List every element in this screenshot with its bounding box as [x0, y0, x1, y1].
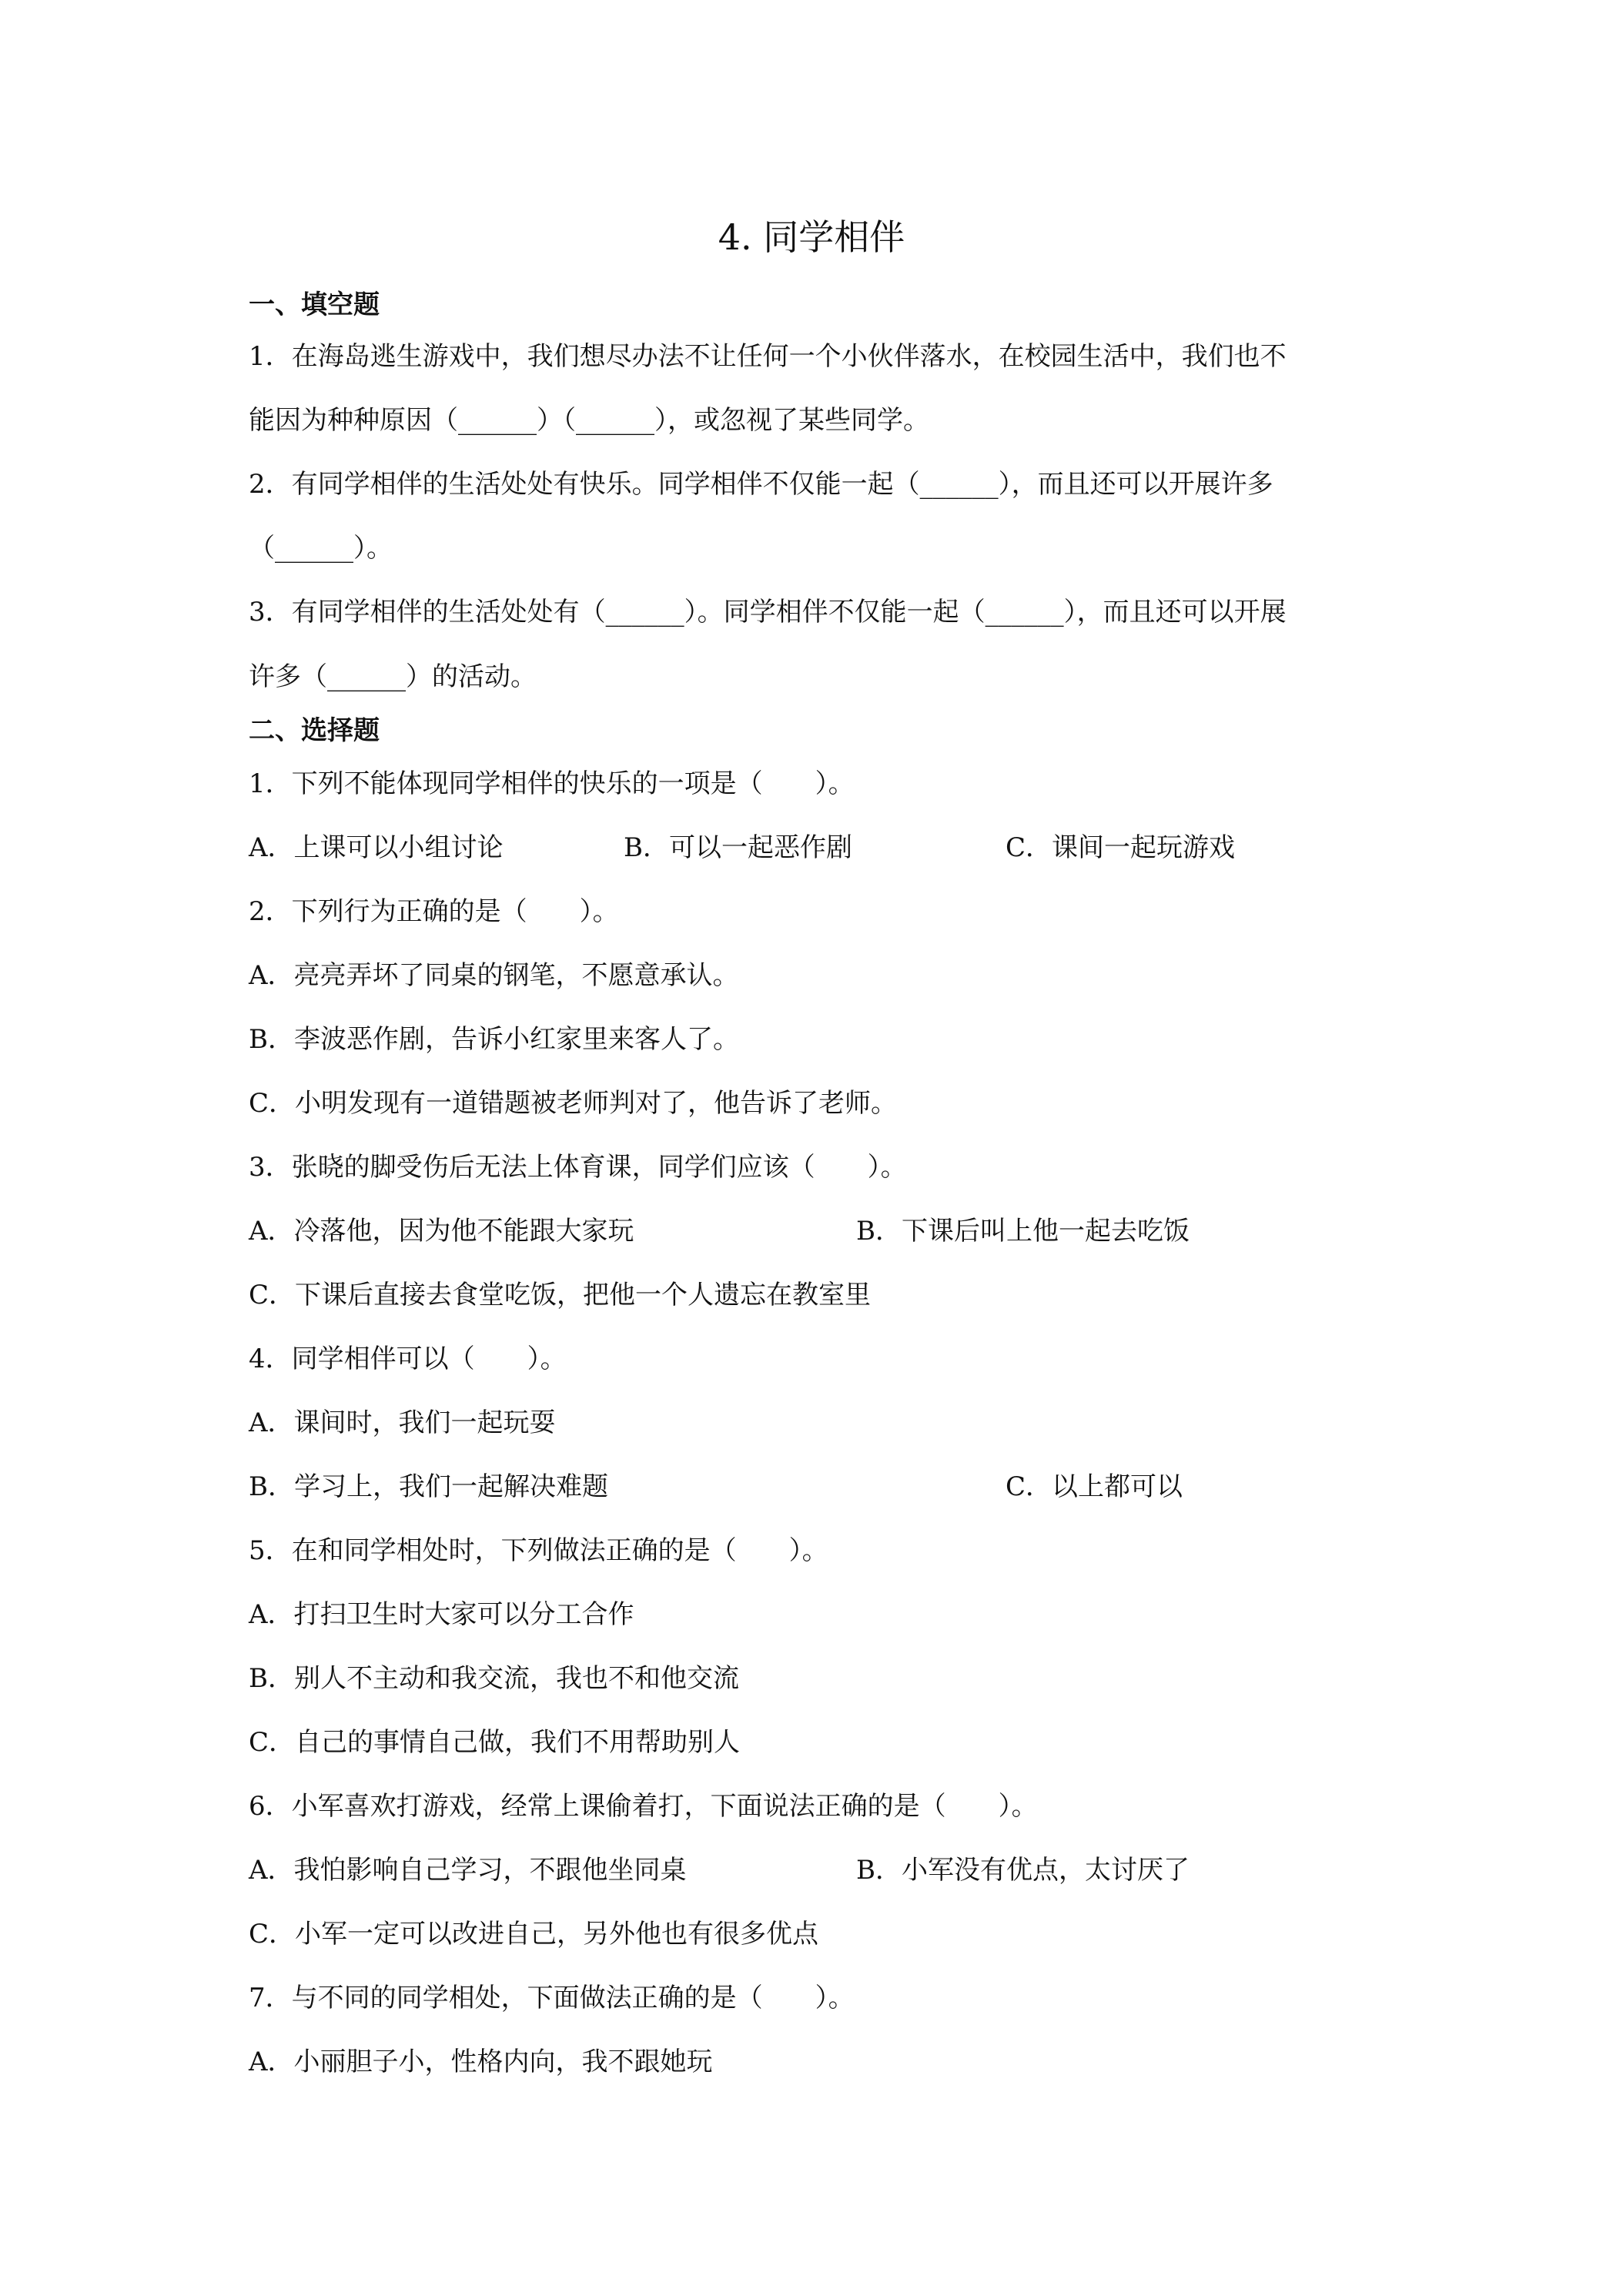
question-stem: 5．在和同学相处时，下列做法正确的是（ ）。	[249, 1535, 828, 1566]
answer-option: C．小军一定可以改进自己，另外他也有很多优点	[249, 1919, 819, 1950]
answer-option: B．可以一起恶作剧	[624, 832, 852, 863]
question-stem: 1．下列不能体现同学相伴的快乐的一项是（ ）。	[249, 768, 855, 799]
fill-blank-line: 2．有同学相伴的生活处处有快乐。同学相伴不仅能一起（______），而且还可以开展许多	[249, 469, 1273, 500]
answer-option: A．我怕影响自己学习，不跟他坐同桌	[249, 1855, 687, 1886]
answer-option: A．打扫卫生时大家可以分工合作	[249, 1599, 634, 1630]
fill-blank-line: 1．在海岛逃生游戏中，我们想尽办法不让任何一个小伙伴落水，在校园生活中，我们也不	[249, 341, 1287, 372]
section-heading-multiple-choice: 二、选择题	[249, 715, 380, 746]
answer-option: A．课间时，我们一起玩耍	[249, 1407, 556, 1438]
answer-option: B．李波恶作剧，告诉小红家里来客人了。	[249, 1024, 739, 1055]
fill-blank-line: （______）。	[249, 533, 393, 564]
question-stem: 4．同学相伴可以（ ）。	[249, 1344, 567, 1374]
answer-option: C．下课后直接去食堂吃饭，把他一个人遗忘在教室里	[249, 1280, 872, 1310]
question-stem: 3．张晓的脚受伤后无法上体育课，同学们应该（ ）。	[249, 1152, 907, 1183]
answer-option: B．小军没有优点，太讨厌了	[856, 1855, 1190, 1886]
answer-option: C．小明发现有一道错题被老师判对了，他告诉了老师。	[249, 1088, 898, 1119]
fill-blank-line: 许多（______）的活动。	[249, 661, 537, 692]
section-heading-fill-blank: 一、填空题	[249, 290, 380, 320]
question-stem: 6．小军喜欢打游戏，经常上课偷着打，下面说法正确的是（ ）。	[249, 1791, 1038, 1822]
answer-option: B．学习上，我们一起解决难题	[249, 1471, 608, 1502]
answer-option: A．上课可以小组讨论	[249, 832, 504, 863]
answer-option: C．课间一起玩游戏	[1006, 832, 1236, 863]
answer-option: A．冷落他，因为他不能跟大家玩	[249, 1216, 634, 1247]
answer-option: C．以上都可以	[1006, 1471, 1183, 1502]
fill-blank-line: 能因为种种原因（______）（______），或忽视了某些同学。	[249, 405, 929, 436]
page-title: 4. 同学相伴	[718, 216, 905, 258]
question-stem: 7．与不同的同学相处，下面做法正确的是（ ）。	[249, 1983, 855, 2013]
answer-option: A．亮亮弄坏了同桌的钢笔，不愿意承认。	[249, 960, 739, 991]
question-stem: 2．下列行为正确的是（ ）。	[249, 896, 619, 927]
fill-blank-line: 3．有同学相伴的生活处处有（______）。同学相伴不仅能一起（______），而且还可以开展	[249, 597, 1287, 628]
answer-option: A．小丽胆子小，性格内向，我不跟她玩	[249, 2047, 713, 2077]
answer-option: C．自己的事情自己做，我们不用帮助别人	[249, 1727, 741, 1758]
answer-option: B．别人不主动和我交流，我也不和他交流	[249, 1663, 739, 1694]
answer-option: B．下课后叫上他一起去吃饭	[856, 1216, 1190, 1247]
